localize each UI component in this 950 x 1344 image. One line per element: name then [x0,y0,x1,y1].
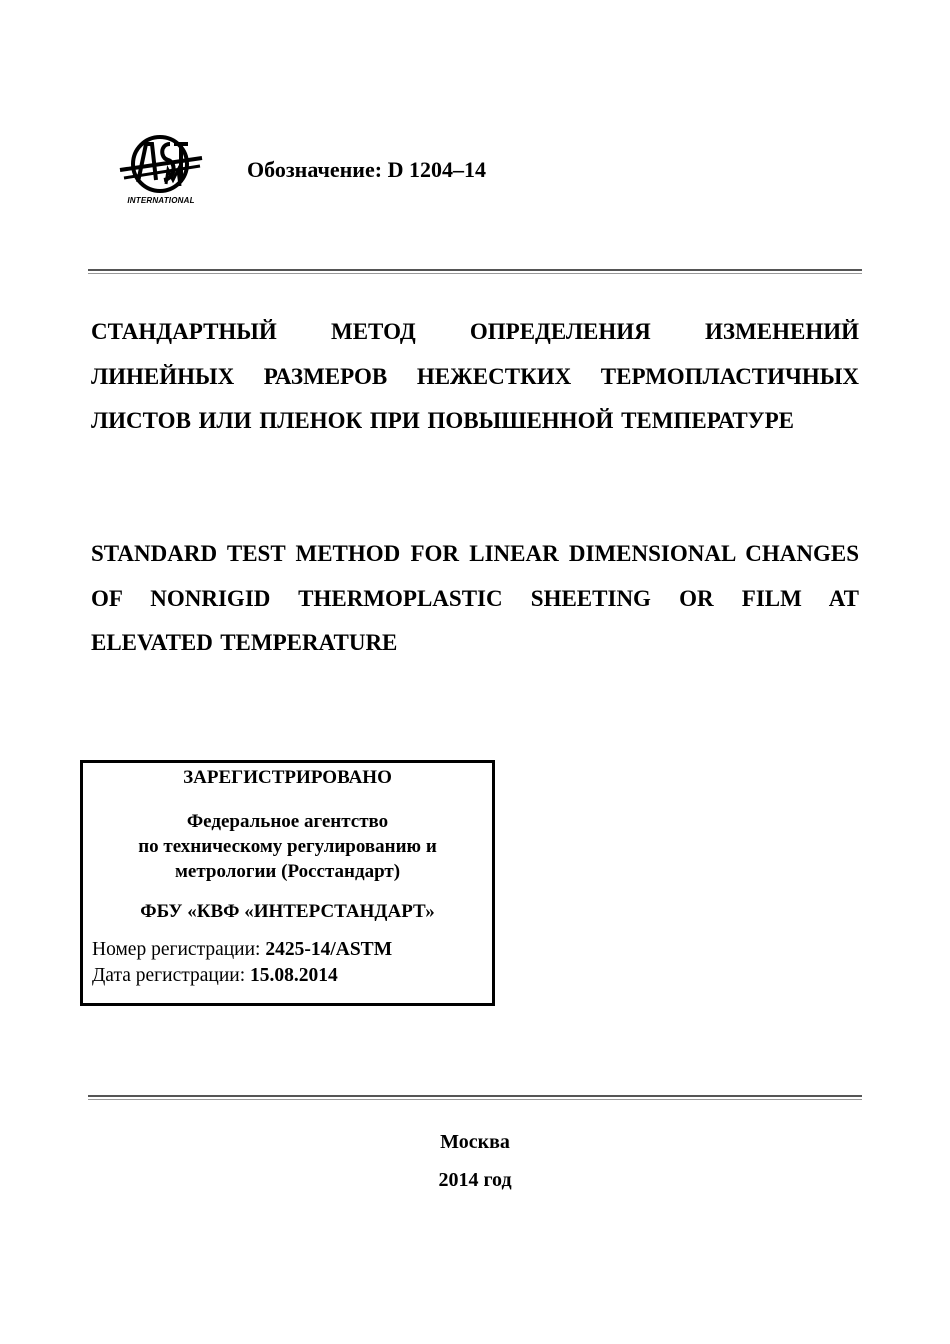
registration-box [80,760,495,1006]
footer-city: Москва [440,1131,510,1153]
registration-number [92,939,392,961]
logo-caption: INTERNATIONAL [127,196,195,205]
designation: Обозначение: D 1204–14 [247,157,486,182]
registration-date-label: Дата регистрации: [92,965,246,986]
bottom-divider [88,1095,862,1100]
registration-organization: ФБУ «КВФ «ИНТЕРСТАНДАРТ» [140,901,435,922]
registration-agency [83,809,492,884]
title-english: STANDARD TEST METHOD FOR LINEAR DIMENSIONAL CHANGES OF NONRIGID THERMOPLASTIC SHEETING OR FILM AT ELEVATED TEMPERATURE [91,541,859,655]
astm-logo-mark [118,130,204,200]
registration-date-value: 15.08.2014 [250,965,338,986]
agency-line: Федеральное агентство [186,811,389,832]
registration-heading: ЗАРЕГИСТРИРОВАНО [183,767,392,788]
title-russian: СТАНДАРТНЫЙ МЕТОД ОПРЕДЕЛЕНИЯ ИЗМЕНЕНИЙ ЛИНЕЙНЫХ РАЗМЕРОВ НЕЖЕСТКИХ ТЕРМОПЛАСТИЧНЫХ ЛИСТОВ ИЛИ ПЛЕНОК ПРИ ПОВЫШЕННОЙ ТЕМПЕРАТУРЕ [91,319,859,433]
registration-date [92,965,338,987]
agency-line: метрологии (Росстандарт) [174,861,401,882]
agency-line: по техническому регулированию и [138,836,437,857]
footer-year: 2014 год [438,1169,512,1191]
top-divider [88,269,862,274]
registration-number-label: Номер регистрации: [92,939,261,960]
registration-number-value: 2425-14/ASTM [265,939,393,960]
